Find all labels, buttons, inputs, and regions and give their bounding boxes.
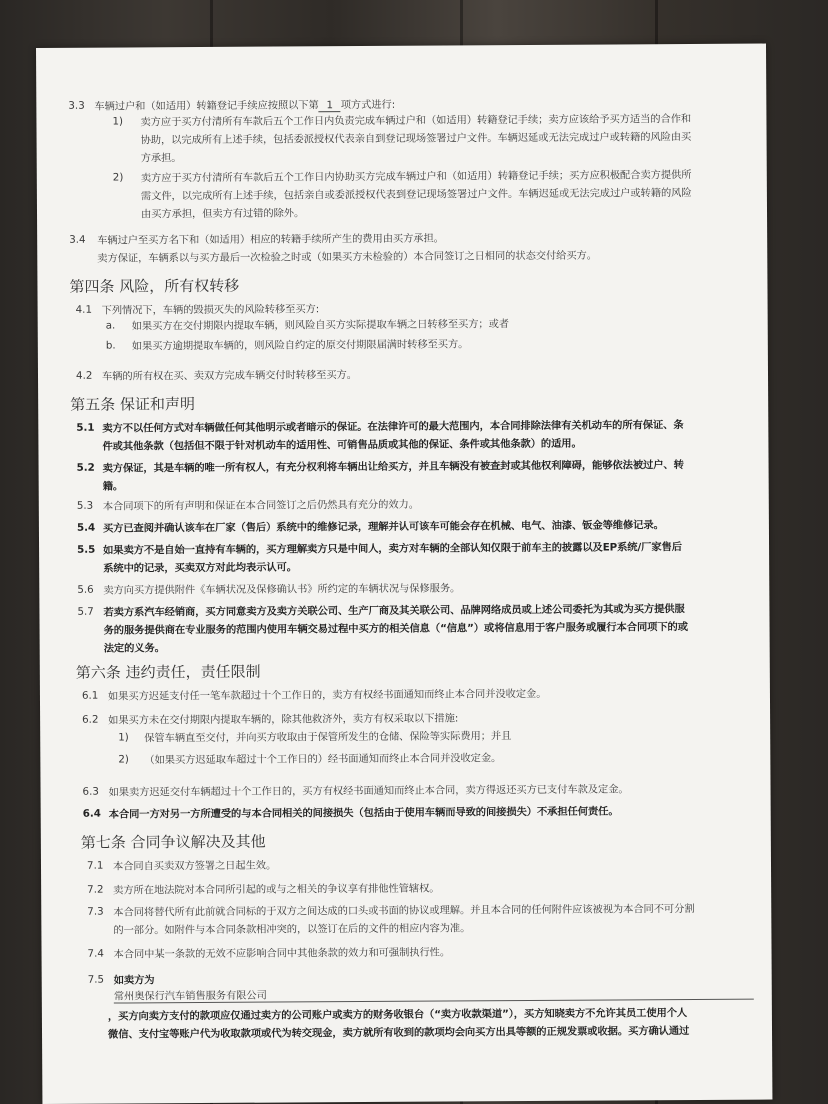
clause-number: 7.3 — [87, 905, 104, 918]
clause-number: 5.7 — [77, 605, 94, 618]
clause-text: 协助，以完成所有上述手续，包括委派授权代表亲自到登记现场签署过户文件。车辆迟延或无法完成过户或转籍的风险由买 — [140, 130, 692, 147]
item-number: 1) — [118, 731, 129, 744]
clause-number: 5.4 — [76, 521, 96, 534]
clause-text: （如果买方迟延取车超过十个工作日的）经书面通知而终止本合同并没收定金。 — [144, 752, 502, 767]
clause-text: 法定的义务。 — [103, 642, 165, 655]
clause-text: 本合同自买卖双方签署之日起生效。 — [112, 859, 277, 873]
clause-text: 如果卖方不是自始一直持有车辆的，买方理解卖方只是中间人，卖方对车辆的全部认知仅限于前车主的披露以及EP系统/厂家售后 — [103, 541, 682, 557]
clause-number: 6.3 — [82, 785, 99, 798]
clause-text: 下列情况下，车辆的毁损灭失的风险转移至买方: — [101, 303, 320, 317]
clause-text: 如果买方未在交付期限内提取车辆的，除其他救济外，卖方有权采取以下措施: — [108, 712, 459, 727]
clause-number: 3.4 — [69, 233, 86, 246]
clause-text: 如果买方迟延支付任一笔车款超过十个工作日的，卖方有权经书面通知而终止本合同并没收定金。 — [107, 687, 547, 703]
clause-text: 车辆过户和（如适用）转籍登记手续应按照以下第 — [94, 99, 319, 113]
clause-3-3-line — [94, 96, 395, 114]
clause-text: 如果卖方迟延交付车辆超过十个工作日的，买方有权经书面通知而终止本合同，卖方得返还买方已支付车款及定金。 — [108, 783, 629, 799]
clause-text: 卖方保证，其是车辆的唯一所有权人，有充分权利将车辆出让给买方，并且车辆没有被查封或其他权利障碍，能够依法被过户、转 — [102, 459, 684, 475]
clause-number: 7.2 — [87, 883, 104, 896]
clause-number: 7.4 — [87, 947, 104, 960]
clause-text: 方承担。 — [140, 152, 182, 165]
article-heading: 第四条 风险，所有权转移 — [69, 276, 240, 296]
clause-text: 本合同中某一条款的无效不应影响合同中其他条款的效力和可强制执行性。 — [113, 946, 451, 961]
clause-number: 5.6 — [77, 583, 94, 596]
choice-blank: 1 — [319, 99, 341, 112]
clause-text: 卖方应于买方付清所有车款后五个工作日内负责完成车辆过户和（如适用）转籍登记手续；卖方应该给予买方适当的合作和 — [140, 112, 692, 129]
clause-text: 卖方不以任何方式对车辆做任何其他明示或者暗示的保证。在法律许可的最大范围内，本合同排除法律有关机动车的所有保证、条 — [102, 419, 684, 435]
clause-text: 买方已查阅并确认该车在厂家（售后）系统中的维修记录，理解并认可该车可能会存在机械、电气、油漆、钣金等维修记录。 — [102, 519, 664, 535]
clause-text: 项方式进行: — [340, 98, 396, 112]
clause-text: 籍。 — [102, 480, 124, 493]
item-number: b. — [105, 339, 116, 352]
article-heading: 第五条 保证和声明 — [70, 395, 196, 414]
clause-label: 如卖方为 — [113, 974, 155, 987]
clause-text: 如果买方在交付期限内提取车辆，则风险自买方实际提取车辆之日转移至买方；或者 — [131, 318, 510, 333]
clause-number: 6.4 — [82, 807, 101, 820]
clause-number: 6.2 — [82, 713, 99, 726]
clause-text: 由买方承担，但卖方有过错的除外。 — [140, 207, 305, 221]
contract-page — [36, 44, 772, 1104]
clause-number: 4.2 — [75, 369, 93, 382]
clause-text: 卖方所在地法院对本合同所引起的或与之相关的争议享有排他性管辖权。 — [113, 882, 440, 897]
clause-number: 3.3 — [68, 99, 85, 112]
clause-number: 7.1 — [86, 859, 104, 872]
clause-text: 系统中的记录，买卖双方对此均表示认可。 — [103, 561, 297, 575]
clause-text: 卖方向买方提供附件《车辆状况及保修确认书》所约定的车辆状况与保修服务。 — [103, 582, 461, 597]
clause-number: 5.1 — [76, 421, 95, 434]
clause-number: 7.5 — [87, 973, 105, 986]
item-number: a. — [105, 319, 116, 332]
clause-text: 保管车辆直至交付，并向买方收取由于保管所发生的仓储、保险等实际费用；并且 — [144, 730, 512, 745]
clause-text: 件或其他条款（包括但不限于针对机动车的适用性、可销售品质或其他的保证、条件或其他条款）的适用。 — [102, 437, 582, 453]
clause-text: 如果买方逾期提取车辆的，则风险自约定的原交付期限届满时转移至买方。 — [131, 338, 469, 353]
clause-text: 微信、支付宝等账户代为收取款项或代为转交现金，卖方就所有收到的款项均会向买方出具等额的正规发票或收据。买方确认通过 — [107, 1025, 690, 1041]
clause-text: 需文件，以完成所有上述手续，包括亲自或委派授权代表到登记现场签署过户文件。车辆迟延或无法完成过户或转籍的风险 — [140, 186, 692, 203]
article-heading: 第六条 违约责任，责任限制 — [75, 662, 261, 682]
clause-text — [113, 919, 470, 936]
clause-text: 车辆的所有权在买、卖双方完成车辆交付时转移至买方。 — [101, 369, 357, 383]
clause-number: 6.1 — [81, 689, 99, 702]
clause-text: 本合同将替代所有此前就合同标的于双方之间达成的口头或书面的协议或理解。并且本合同的任何附件应该被视为本合同不可分割 — [113, 902, 695, 919]
clause-text: 若卖方系汽车经销商，买方同意卖方及卖方关联公司、生产厂商及其关联公司、品牌网络成员或上述公司委托为其或为买方提供服 — [103, 603, 685, 619]
clause-text: 本合同一方对另一方所遭受的与本合同相关的间接损失（包括由于使用车辆而导致的间接损失）不承担任何责任。 — [108, 805, 619, 821]
clause-text: 务的服务提供商在专业服务的范围内使用车辆交易过程中买方的相关信息（“信息”）或将信息用于客户服务或履行本合同项下的或 — [103, 621, 688, 637]
clause-text: 卖方保证，车辆系以与买方最后一次检验之时或（如果买方未检验的）本合同签订之日相同的状态交付给买方。 — [97, 249, 597, 265]
item-number: 2) — [112, 171, 124, 184]
article-heading: 第七条 合同争议解决及其他 — [80, 832, 266, 852]
clause-text: 车辆过户至买方名下和（如适用）相应的转籍手续所产生的费用由买方承担。 — [97, 232, 444, 247]
clause-number: 5.3 — [76, 499, 94, 512]
item-number: 2) — [118, 753, 129, 766]
clause-number: 5.2 — [76, 461, 95, 474]
clause-text: ，买方向卖方支付的款项应仅通过卖方的公司账户或卖方的财务收银台（“卖方收款渠道”），买方知晓卖方不允许其员工使用个人 — [107, 1007, 688, 1023]
clause-number: 4.1 — [75, 303, 93, 316]
clause-text: 本合同项下的所有声明和保证在本合同签订之后仍然具有充分的效力。 — [102, 498, 419, 513]
clause-text: 的一部分。如附件与本合同条款相冲突的，以签订在后的文件的相应内容为准。 — [113, 922, 471, 937]
clause-text: 卖方应于买方付清所有车款后五个工作日内协助买方完成车辆过户和（如适用）转籍登记手续；买方应积极配合卖方提供所 — [140, 168, 692, 185]
clause-number: 5.5 — [77, 543, 96, 556]
item-number: 1) — [112, 115, 124, 128]
seller-company-name: 常州奥保行汽车销售服务有限公司 — [113, 989, 267, 1003]
